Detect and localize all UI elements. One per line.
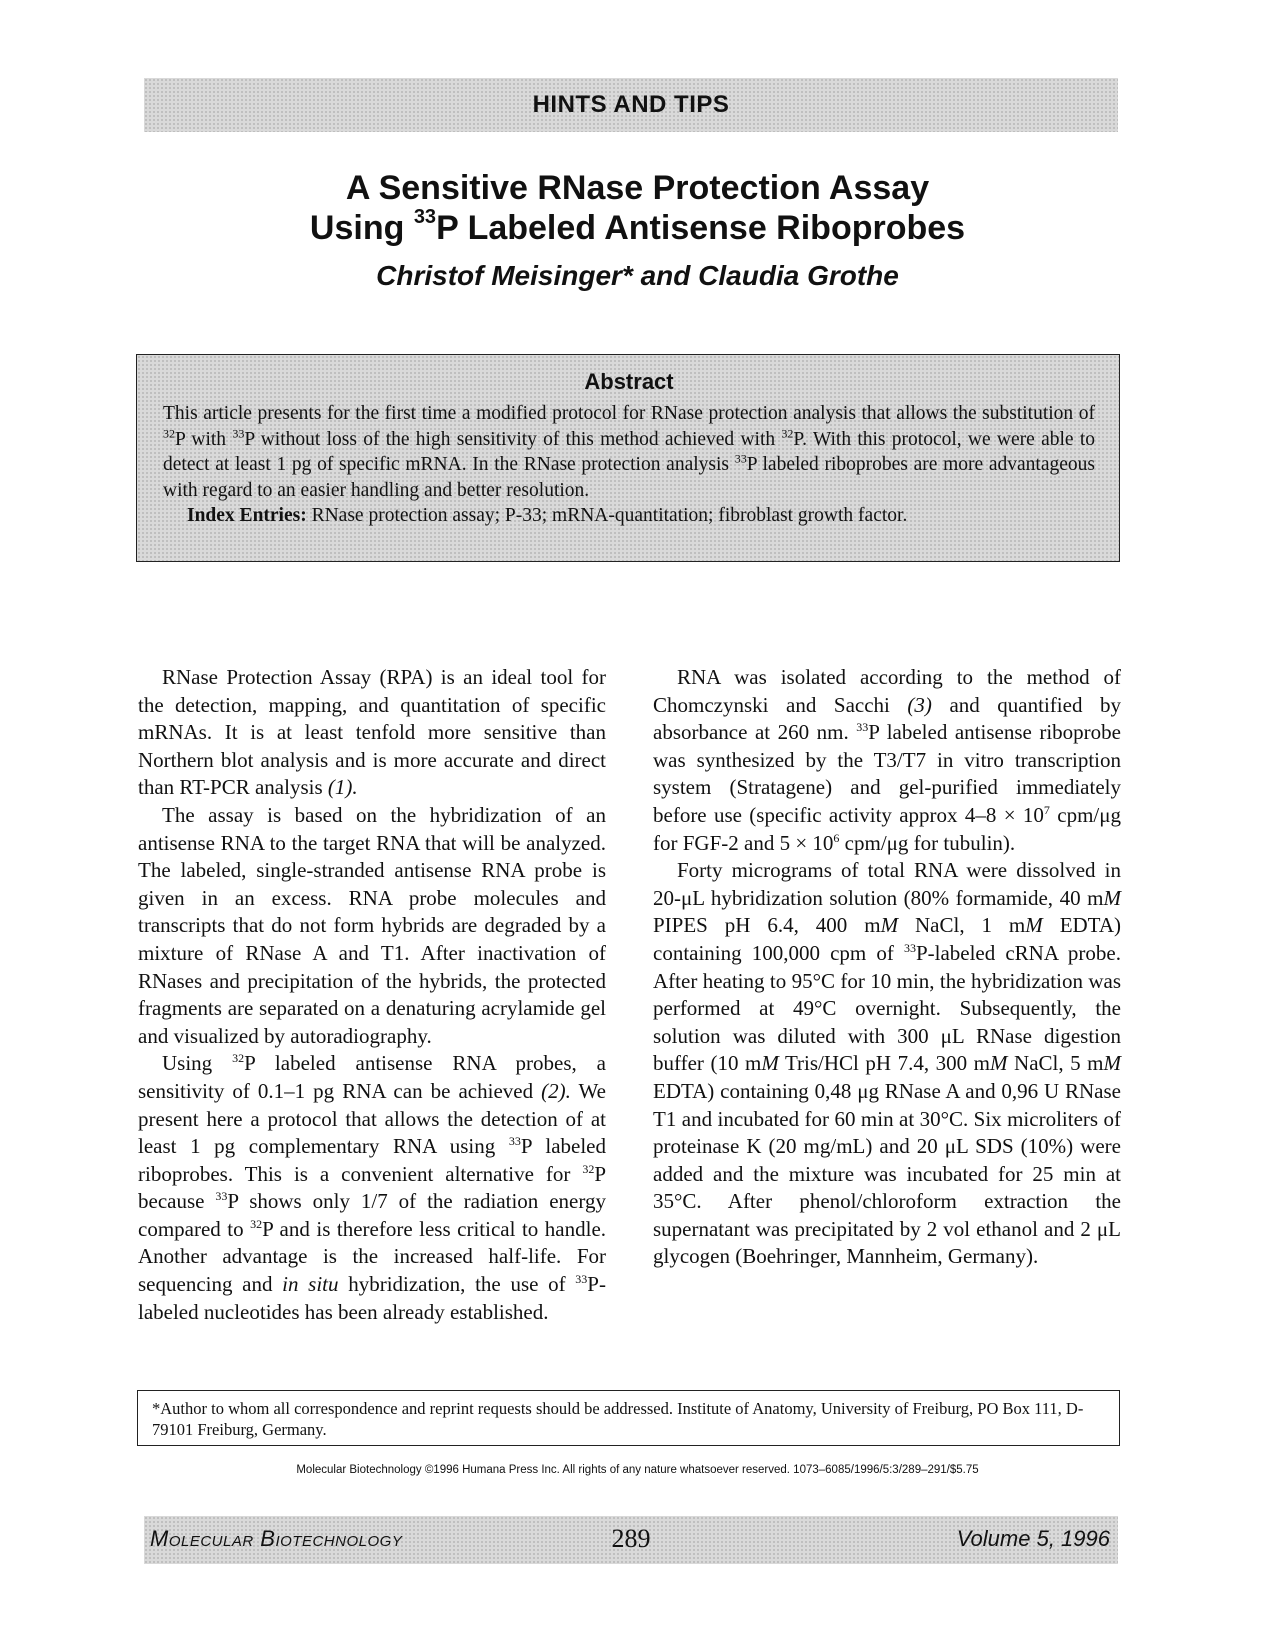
copyright-line: Molecular Biotechnology ©1996 Humana Press Inc. All rights of any nature whatsoever reserved. 1073–6085/1996/5:3/289–291/$5.75 xyxy=(296,1464,979,1476)
index-entries-text: RNase protection assay; P-33; mRNA-quantitation; fibroblast growth factor. xyxy=(306,505,908,526)
journal-name: Molecular Biotechnology xyxy=(150,1526,403,1551)
paragraph: The assay is based on the hybridization of an antisense RNA to the target RNA that will be analyzed. The labeled, single-stranded antisense RNA probe is given in an excess. RNA probe molecules and transcripts that do not form hybrids are degraded by a mixture of RNase A and T1. After inactivation of RNases and precipitation of the hybrids, the protected fragments are separated on a denaturing acrylamide gel and visualized by autoradiography. xyxy=(138,802,606,1048)
index-entries-label: Index Entries: xyxy=(187,505,307,526)
paragraph: RNA was isolated according to the method of Chomczynski and Sacchi (3) and quantified by absorbance at 260 nm. $^{33}$P labeled antisense riboprobe was synthesized by the T3/T7 in vitro transcription system (Stratagene) and gel-purified immediately before use (specific activity approx $4-8 \times 10^7$ cpm/μg for FGF-2 and $5 \times 10^6$ cpm/μg for tubulin). xyxy=(653,665,1121,855)
title-superscript: 33 xyxy=(413,205,437,228)
citation: (3) xyxy=(907,692,932,717)
abstract-box xyxy=(136,354,1120,562)
title-line-1: A Sensitive RNase Protection Assay xyxy=(345,169,930,207)
author-line: Christof Meisinger* and Claudia Grothe xyxy=(376,260,899,291)
abstract-heading: Abstract xyxy=(584,369,674,394)
abstract-text: This article presents for the first time a modified protocol for RNase protection analysis that allows the substitution of $^{32}$P with $^{33}$P without loss of the high sensitivity of this method achieved with $^{32}$P. With this protocol, we were able to detect at least 1 pg of specific mRNA. In the RNase protection analysis $^{33}$P labeled riboprobes are more advantageous with regard to an easier handling and better resolution. xyxy=(163,403,1095,501)
footer-band xyxy=(144,1516,1118,1564)
article-title xyxy=(0,168,1275,248)
paragraph: Using $^{32}$P labeled antisense RNA probes, a sensitivity of 0.1–1 pg RNA can be achieved (2). We present here a protocol that allows the detection of at least 1 pg complementary RNA using $^{33}$P labeled riboprobes. This is a convenient alternative for $^{32}$P because $^{33}$P shows only 1/7 of the radiation energy compared to $^{32}$P and is therefore less critical to handle. Another advantage is the increased half-life. For sequencing and in situ hybridization, the use of $^{33}$P-labeled nucleotides has been already established. xyxy=(138,1051,607,1324)
citation: (2). xyxy=(541,1078,571,1103)
section-header-band xyxy=(144,78,1118,132)
citation: (1). xyxy=(327,775,358,800)
body-column-right xyxy=(653,664,1121,1271)
page-number: 289 xyxy=(611,1524,651,1553)
title-text: Using xyxy=(309,209,414,247)
paragraph: RNase Protection Assay (RPA) is an ideal tool for the detection, mapping, and quantitation of specific mRNAs. It is at least tenfold more sensitive than Northern blot analysis and is more accurate and direct than RT-PCR analysis (1). xyxy=(138,665,606,800)
index-entries xyxy=(163,503,1095,529)
footnote: *Author to whom all correspondence and reprint requests should be addressed. Institute of Anatomy, University of Freiburg, PO Box 111, D-79101 Freiburg, Germany. xyxy=(137,1390,1120,1446)
title-text: P Labeled Antisense Riboprobes xyxy=(436,209,966,247)
title-line-2 xyxy=(0,205,1275,248)
section-label: HINTS AND TIPS xyxy=(532,91,730,118)
volume-info: Volume 5, 1996 xyxy=(956,1526,1110,1551)
body-column-left xyxy=(138,664,606,1326)
paragraph: Forty micrograms of total RNA were dissolved in 20-μL hybridization solution (80% formamide, 40 mM PIPES pH 6.4, 400 mM NaCl, 1 mM EDTA) containing 100,000 cpm of $^{33}$P-labeled cRNA probe. After heating to 95°C for 10 min, the hybridization was performed at 49°C overnight. Subsequently, the solution was diluted with 300 μL RNase digestion buffer (10 mM Tris/HCl pH 7.4, 300 mM NaCl, 5 mM EDTA) containing 0,48 μg RNase A and 0,96 U RNase T1 and incubated for 60 min at 30°C. Six microliters of proteinase K (20 mg/mL) and 20 μL SDS (10%) were added and the mixture was incubated for 25 min at 35°C. After phenol/chloroform extraction the supernatant was precipitated by 2 vol ethanol and 2 μL glycogen (Boehringer, Mannheim, Germany). xyxy=(653,858,1121,1269)
